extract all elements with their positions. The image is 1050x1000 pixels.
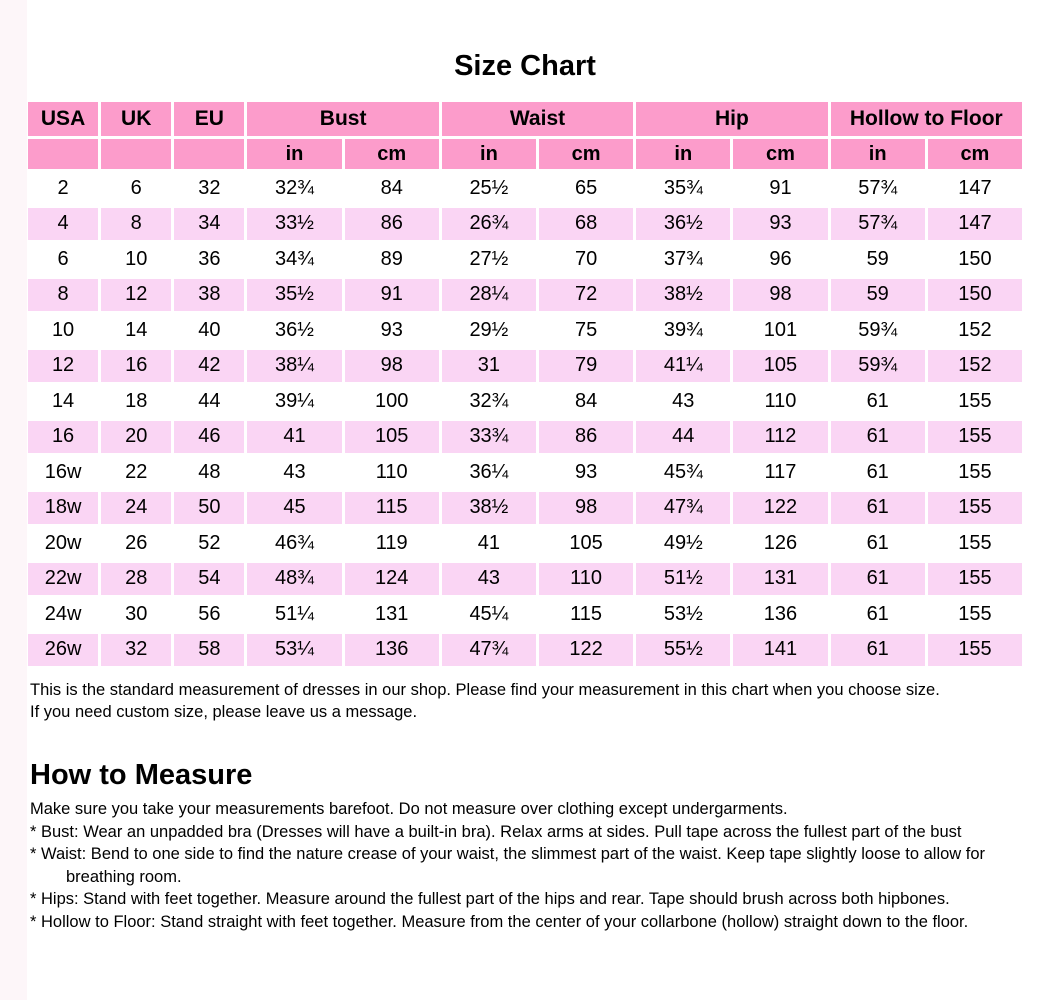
- size-cell: 155: [928, 385, 1022, 418]
- size-cell: 152: [928, 314, 1022, 347]
- size-cell: 89: [345, 243, 439, 276]
- size-cell: 8: [101, 208, 171, 241]
- size-cell: 155: [928, 492, 1022, 525]
- size-cell: 28: [101, 563, 171, 596]
- size-cell: 18w: [28, 492, 98, 525]
- size-cell: 136: [733, 598, 827, 631]
- note-line-1: This is the standard measurement of dresses in our shop. Please find your measurement in this chart when you choose size.: [30, 681, 940, 699]
- size-cell: 105: [733, 350, 827, 383]
- size-cell: 61: [831, 634, 925, 667]
- size-cell: 70: [539, 243, 633, 276]
- size-cell: 61: [831, 456, 925, 489]
- size-cell: 126: [733, 527, 827, 560]
- size-row: [28, 492, 1022, 525]
- size-cell: 35½: [247, 279, 341, 312]
- size-cell: 41: [247, 421, 341, 454]
- size-cell: 32¾: [442, 385, 536, 418]
- size-cell: 20w: [28, 527, 98, 560]
- size-cell: 61: [831, 598, 925, 631]
- size-cell: 147: [928, 208, 1022, 241]
- size-cell: 155: [928, 456, 1022, 489]
- size-cell: 155: [928, 527, 1022, 560]
- size-cell: 20: [101, 421, 171, 454]
- size-cell: 55½: [636, 634, 730, 667]
- unit-header-hollow-cm: cm: [928, 139, 1022, 169]
- size-cell: 18: [101, 385, 171, 418]
- size-cell: 33½: [247, 208, 341, 241]
- size-cell: 47¾: [442, 634, 536, 667]
- size-cell: 47¾: [636, 492, 730, 525]
- size-cell: 59¾: [831, 314, 925, 347]
- size-cell: 34¾: [247, 243, 341, 276]
- measure-bullet-hollow: * Hollow to Floor: Stand straight with feet together. Measure from the center of your collarbone (hollow) straight down to the floor.: [30, 912, 969, 931]
- size-cell: 65: [539, 172, 633, 205]
- header-unit-row: [28, 139, 1022, 169]
- col-header-waist: Waist: [442, 102, 633, 136]
- size-cell: 38: [174, 279, 244, 312]
- size-cell: 12: [28, 350, 98, 383]
- size-cell: 45: [247, 492, 341, 525]
- size-cell: 38¼: [247, 350, 341, 383]
- col-header-hollow-to-floor: Hollow to Floor: [831, 102, 1022, 136]
- unit-header-bust-in: in: [247, 139, 341, 169]
- size-cell: 16: [101, 350, 171, 383]
- size-cell: 38½: [636, 279, 730, 312]
- size-cell: 115: [539, 598, 633, 631]
- size-cell: 22w: [28, 563, 98, 596]
- size-cell: 59: [831, 243, 925, 276]
- size-cell: 51½: [636, 563, 730, 596]
- size-cell: 36½: [636, 208, 730, 241]
- unit-header-hip-in: in: [636, 139, 730, 169]
- size-cell: 37¾: [636, 243, 730, 276]
- size-cell: 110: [733, 385, 827, 418]
- size-cell: 117: [733, 456, 827, 489]
- size-cell: 39¾: [636, 314, 730, 347]
- size-cell: 98: [345, 350, 439, 383]
- size-cell: 58: [174, 634, 244, 667]
- how-to-measure-heading: How to Measure: [30, 759, 253, 791]
- size-cell: 35¾: [636, 172, 730, 205]
- size-cell: 75: [539, 314, 633, 347]
- measure-intro: Make sure you take your measurements barefoot. Do not measure over clothing except undergarments.: [30, 800, 788, 818]
- size-cell: 44: [636, 421, 730, 454]
- size-cell: 36: [174, 243, 244, 276]
- size-row: [28, 563, 1022, 596]
- size-cell: 122: [539, 634, 633, 667]
- size-cell: 32¾: [247, 172, 341, 205]
- size-cell: 12: [101, 279, 171, 312]
- size-row: [28, 598, 1022, 631]
- size-cell: 57¾: [831, 208, 925, 241]
- empty-header-cell: [28, 139, 98, 169]
- size-cell: 33¾: [442, 421, 536, 454]
- size-cell: 141: [733, 634, 827, 667]
- size-cell: 14: [28, 385, 98, 418]
- size-cell: 91: [345, 279, 439, 312]
- size-cell: 39¼: [247, 385, 341, 418]
- left-margin-tint: [0, 0, 27, 1000]
- size-cell: 61: [831, 492, 925, 525]
- size-row: [28, 208, 1022, 241]
- size-cell: 147: [928, 172, 1022, 205]
- col-header-bust: Bust: [247, 102, 438, 136]
- size-cell: 40: [174, 314, 244, 347]
- size-cell: 36½: [247, 314, 341, 347]
- header-group-row: [28, 102, 1022, 136]
- size-cell: 26¾: [442, 208, 536, 241]
- size-cell: 93: [539, 456, 633, 489]
- size-cell: 48: [174, 456, 244, 489]
- size-cell: 24: [101, 492, 171, 525]
- size-cell: 110: [345, 456, 439, 489]
- size-cell: 28¼: [442, 279, 536, 312]
- size-cell: 110: [539, 563, 633, 596]
- size-cell: 98: [733, 279, 827, 312]
- size-cell: 152: [928, 350, 1022, 383]
- size-cell: 24w: [28, 598, 98, 631]
- size-cell: 150: [928, 279, 1022, 312]
- size-cell: 46: [174, 421, 244, 454]
- size-cell: 155: [928, 421, 1022, 454]
- size-cell: 8: [28, 279, 98, 312]
- size-cell: 86: [345, 208, 439, 241]
- size-cell: 93: [345, 314, 439, 347]
- size-cell: 124: [345, 563, 439, 596]
- size-table-body: [28, 172, 1022, 666]
- size-row: [28, 385, 1022, 418]
- measure-bullet-bust: * Bust: Wear an unpadded bra (Dresses will have a built-in bra). Relax arms at sides. Pull tape across the fullest part of the bust: [30, 822, 962, 841]
- page-title: Size Chart: [454, 50, 596, 82]
- size-cell: 34: [174, 208, 244, 241]
- size-cell: 42: [174, 350, 244, 383]
- size-cell: 16: [28, 421, 98, 454]
- size-cell: 155: [928, 598, 1022, 631]
- size-cell: 68: [539, 208, 633, 241]
- size-cell: 44: [174, 385, 244, 418]
- empty-header-cell: [174, 139, 244, 169]
- size-cell: 48¾: [247, 563, 341, 596]
- unit-header-bust-cm: cm: [345, 139, 439, 169]
- col-header-usa: USA: [28, 102, 98, 136]
- size-cell: 49½: [636, 527, 730, 560]
- size-cell: 56: [174, 598, 244, 631]
- size-cell: 96: [733, 243, 827, 276]
- size-cell: 131: [733, 563, 827, 596]
- size-cell: 45¾: [636, 456, 730, 489]
- size-cell: 59¾: [831, 350, 925, 383]
- empty-header-cell: [101, 139, 171, 169]
- size-cell: 14: [101, 314, 171, 347]
- unit-header-waist-cm: cm: [539, 139, 633, 169]
- size-cell: 101: [733, 314, 827, 347]
- unit-header-hip-cm: cm: [733, 139, 827, 169]
- size-cell: 79: [539, 350, 633, 383]
- size-cell: 27½: [442, 243, 536, 276]
- size-cell: 54: [174, 563, 244, 596]
- size-cell: 112: [733, 421, 827, 454]
- size-cell: 32: [101, 634, 171, 667]
- size-cell: 6: [28, 243, 98, 276]
- size-cell: 105: [539, 527, 633, 560]
- size-row: [28, 243, 1022, 276]
- col-header-eu: EU: [174, 102, 244, 136]
- size-cell: 150: [928, 243, 1022, 276]
- measure-bullet-hips: * Hips: Stand with feet together. Measure around the fullest part of the hips and rear. Tape should brush across both hipbones.: [30, 890, 950, 908]
- size-row: [28, 456, 1022, 489]
- size-cell: 61: [831, 385, 925, 418]
- size-cell: 36¼: [442, 456, 536, 489]
- size-cell: 43: [442, 563, 536, 596]
- size-cell: 84: [539, 385, 633, 418]
- size-cell: 72: [539, 279, 633, 312]
- notes-block: [30, 679, 1022, 723]
- size-cell: 43: [636, 385, 730, 418]
- size-row: [28, 172, 1022, 205]
- size-cell: 16w: [28, 456, 98, 489]
- size-cell: 155: [928, 563, 1022, 596]
- size-cell: 10: [28, 314, 98, 347]
- note-line-2: If you need custom size, please leave us a message.: [30, 703, 418, 721]
- measure-bullet-waist: * Waist: Bend to one side to find the nature crease of your waist, the slimmest part of the waist. Keep tape slightly loose to allow for breathing room.: [30, 845, 986, 886]
- size-cell: 31: [442, 350, 536, 383]
- size-cell: 136: [345, 634, 439, 667]
- size-cell: 105: [345, 421, 439, 454]
- size-cell: 61: [831, 421, 925, 454]
- size-cell: 46¾: [247, 527, 341, 560]
- size-cell: 26w: [28, 634, 98, 667]
- size-cell: 61: [831, 563, 925, 596]
- size-cell: 122: [733, 492, 827, 525]
- size-row: [28, 421, 1022, 454]
- size-cell: 53¼: [247, 634, 341, 667]
- size-cell: 38½: [442, 492, 536, 525]
- col-header-uk: UK: [101, 102, 171, 136]
- size-cell: 43: [247, 456, 341, 489]
- size-cell: 26: [101, 527, 171, 560]
- size-cell: 41: [442, 527, 536, 560]
- size-cell: 84: [345, 172, 439, 205]
- size-cell: 115: [345, 492, 439, 525]
- size-cell: 98: [539, 492, 633, 525]
- size-cell: 6: [101, 172, 171, 205]
- size-cell: 91: [733, 172, 827, 205]
- col-header-hip: Hip: [636, 102, 827, 136]
- size-cell: 93: [733, 208, 827, 241]
- unit-header-hollow-in: in: [831, 139, 925, 169]
- size-cell: 57¾: [831, 172, 925, 205]
- size-cell: 100: [345, 385, 439, 418]
- size-row: [28, 527, 1022, 560]
- size-cell: 53½: [636, 598, 730, 631]
- size-cell: 155: [928, 634, 1022, 667]
- size-cell: 29½: [442, 314, 536, 347]
- size-cell: 22: [101, 456, 171, 489]
- size-row: [28, 279, 1022, 312]
- size-cell: 50: [174, 492, 244, 525]
- size-cell: 32: [174, 172, 244, 205]
- size-row: [28, 634, 1022, 667]
- how-to-measure-block: [30, 798, 1020, 933]
- size-cell: 45¼: [442, 598, 536, 631]
- size-cell: 59: [831, 279, 925, 312]
- size-cell: 41¼: [636, 350, 730, 383]
- size-cell: 51¼: [247, 598, 341, 631]
- size-row: [28, 314, 1022, 347]
- unit-header-waist-in: in: [442, 139, 536, 169]
- size-row: [28, 350, 1022, 383]
- size-cell: 30: [101, 598, 171, 631]
- size-cell: 2: [28, 172, 98, 205]
- size-table-header: [28, 102, 1022, 169]
- size-cell: 4: [28, 208, 98, 241]
- size-chart-table: [25, 99, 1025, 669]
- size-cell: 131: [345, 598, 439, 631]
- size-cell: 25½: [442, 172, 536, 205]
- size-cell: 61: [831, 527, 925, 560]
- size-cell: 86: [539, 421, 633, 454]
- size-cell: 10: [101, 243, 171, 276]
- size-cell: 52: [174, 527, 244, 560]
- size-cell: 119: [345, 527, 439, 560]
